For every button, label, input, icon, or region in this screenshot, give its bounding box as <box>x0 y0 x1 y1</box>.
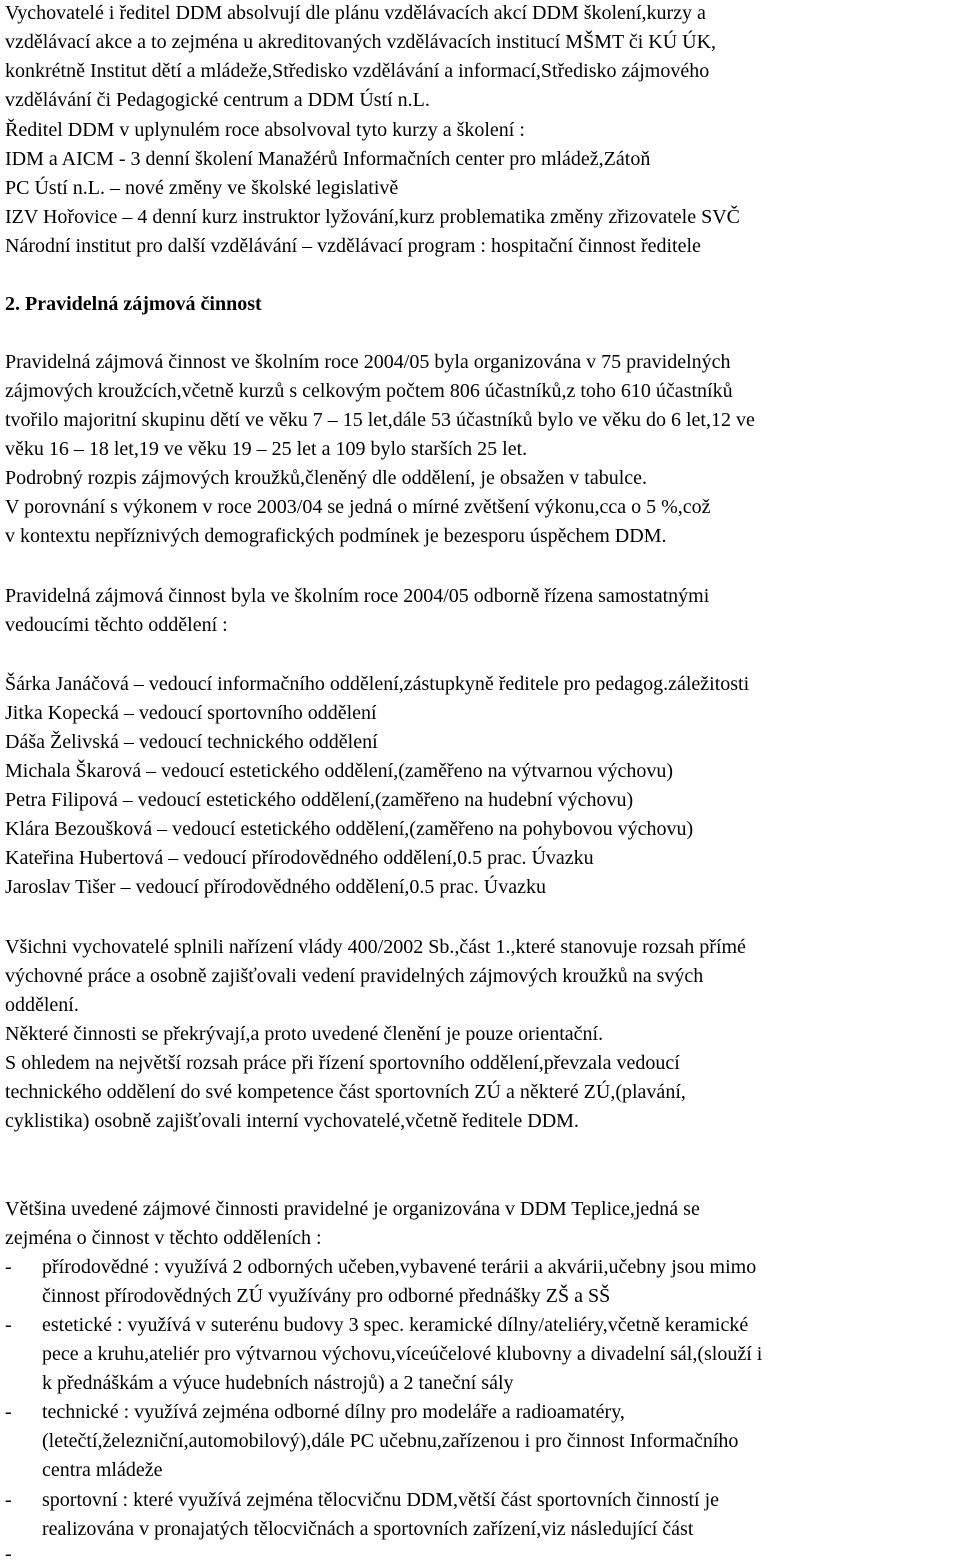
text-line: tvořilo majoritní skupinu dětí ve věku 7 – 15 let,dále 53 účastníků bylo ve věku do 6 let,12 ve <box>5 409 755 431</box>
text-line: cyklistika) osobně zajišťovali interní vychovatelé,včetně ředitele DDM. <box>5 1110 579 1132</box>
staff-line: Šárka Janáčová – vedoucí informačního oddělení,zástupkyně ředitele pro pedagog.záležitosti <box>5 673 750 695</box>
staff-line: Petra Filipová – vedoucí estetického oddělení,(zaměřeno na hudební výchovu) <box>5 789 634 811</box>
text-line: výchovné práce a osobně zajišťovali vedení pravidelných zájmových kroužků na svých <box>5 965 704 987</box>
text-line: IZV Hořovice – 4 denní kurz instruktor lyžování,kurz problematika změny zřizovatele SVČ <box>5 206 740 228</box>
text-line: Pravidelná zájmová činnost ve školním roce 2004/05 byla organizována v 75 pravidelných <box>5 351 731 373</box>
text-line: vedoucími těchto oddělení : <box>5 614 228 636</box>
text-line: zejména o činnost v těchto odděleních : <box>5 1227 322 1249</box>
text-line: Ředitel DDM v uplynulém roce absolvoval tyto kurzy a školení : <box>5 119 525 141</box>
staff-line: Jitka Kopecká – vedoucí sportovního oddělení <box>5 702 377 724</box>
text-line: Většina uvedené zájmové činnosti pravidelné je organizována v DDM Teplice,jedná se <box>5 1198 700 1220</box>
text-line: oddělení. <box>5 994 79 1016</box>
list-dash: - <box>5 1314 12 1336</box>
staff-line: Jaroslav Tišer – vedoucí přírodovědného oddělení,0.5 prac. Úvazku <box>5 876 546 898</box>
text-line: IDM a AICM - 3 denní školení Manažérů Informačních center pro mládež,Zátoň <box>5 148 651 170</box>
staff-line: Kateřina Hubertová – vedoucí přírodovědného oddělení,0.5 prac. Úvazku <box>5 847 594 869</box>
section-heading: 2. Pravidelná zájmová činnost <box>5 293 262 315</box>
text-line: Vychovatelé i ředitel DDM absolvují dle plánu vzdělávacích akcí DDM školení,kurzy a <box>5 2 706 24</box>
staff-line: Dáša Želivská – vedoucí technického oddělení <box>5 731 378 753</box>
text-line: vzdělávací akce a to zejména u akreditovaných vzdělávacích institucí MŠMT či KÚ ÚK, <box>5 31 717 53</box>
text-line: v kontextu nepříznivých demografických podmínek je bezesporu úspěchem DDM. <box>5 525 667 547</box>
list-dash: - <box>5 1489 12 1511</box>
list-dash: - <box>5 1543 12 1565</box>
text-line: V porovnání s výkonem v roce 2003/04 se jedná o mírné zvětšení výkonu,cca o 5 %,což <box>5 496 711 518</box>
text-line: konkrétně Institut dětí a mládeže,Středisko vzdělávání a informací,Středisko zájmového <box>5 60 710 82</box>
text-line: činnost přírodovědných ZÚ využívány pro odborné přednášky ZŠ a SŠ <box>42 1285 611 1307</box>
text-line: S ohledem na největší rozsah práce při řízení sportovního oddělení,převzala vedoucí <box>5 1052 680 1074</box>
text-line: (letečtí,železniční,automobilový),dále PC učebnu,zařízenou i pro činnost Informačního <box>42 1430 739 1452</box>
text-line: estetické : využívá v suterénu budovy 3 spec. keramické dílny/ateliéry,včetně keramické <box>42 1314 749 1336</box>
text-line: věku 16 – 18 let,19 ve věku 19 – 25 let a 109 bylo starších 25 let. <box>5 438 528 460</box>
text-line: přírodovědné : využívá 2 odborných učeben,vybavené terárii a akvárii,učebny jsou mimo <box>42 1256 757 1278</box>
text-line: Některé činnosti se překrývají,a proto uvedené členění je pouze orientační. <box>5 1023 604 1045</box>
staff-line: Klára Bezoušková – vedoucí estetického oddělení,(zaměřeno na pohybovou výchovu) <box>5 818 694 840</box>
text-line: Pravidelná zájmová činnost byla ve školním roce 2004/05 odborně řízena samostatnými <box>5 585 710 607</box>
text-line: PC Ústí n.L. – nové změny ve školské legislativě <box>5 177 399 199</box>
text-line: technické : využívá zejména odborné dílny pro modeláře a radioamatéry, <box>42 1401 625 1423</box>
text-line: Národní institut pro další vzdělávání – vzdělávací program : hospitační činnost ředitele <box>5 235 701 257</box>
text-line: technického oddělení do své kompetence část sportovních ZÚ a některé ZÚ,(plavání, <box>5 1081 686 1103</box>
text-line: pece a kruhu,ateliér pro výtvarnou výchovu,víceúčelové klubovny a divadelní sál,(slouží i <box>42 1343 763 1365</box>
text-line: vzdělávání či Pedagogické centrum a DDM Ústí n.L. <box>5 89 430 111</box>
text-line: Všichni vychovatelé splnili nařízení vlády 400/2002 Sb.,část 1.,které stanovuje rozsah přímé <box>5 936 746 958</box>
text-line: sportovní : které využívá zejména tělocvičnu DDM,větší část sportovních činností je <box>42 1489 720 1511</box>
text-line: centra mládeže <box>42 1459 163 1481</box>
list-dash: - <box>5 1401 12 1423</box>
staff-line: Michala Škarová – vedoucí estetického oddělení,(zaměřeno na výtvarnou výchovu) <box>5 760 674 782</box>
text-line: Podrobný rozpis zájmových kroužků,členěný dle oddělení, je obsažen v tabulce. <box>5 467 648 489</box>
text-line: realizována v pronajatých tělocvičnách a sportovních zařízení,viz následující část <box>42 1518 694 1540</box>
text-line: k přednáškám a výuce hudebních nástrojů) a 2 taneční sály <box>42 1372 514 1394</box>
text-line: zájmových kroužcích,včetně kurzů s celkovým počtem 806 účastníků,z toho 610 účastníků <box>5 380 733 402</box>
list-dash: - <box>5 1256 12 1278</box>
